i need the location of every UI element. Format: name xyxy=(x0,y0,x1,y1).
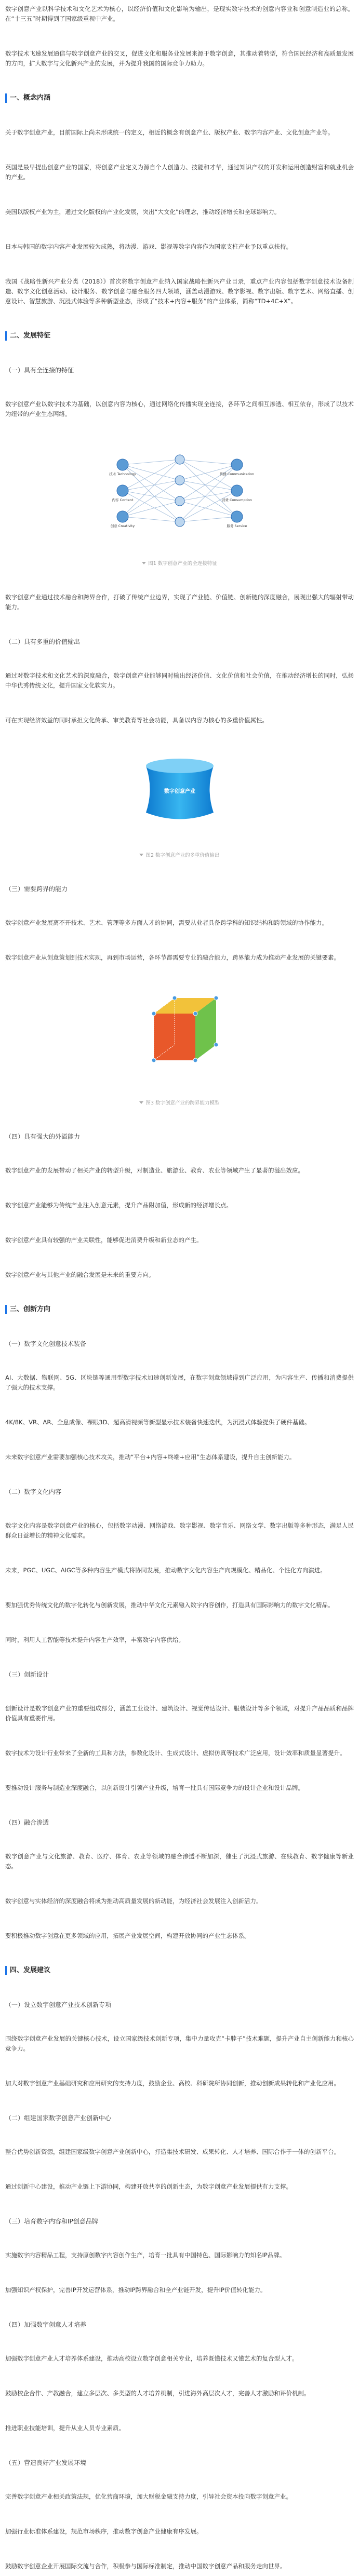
paragraph: 完善数字创意产业相关政策法规，优化营商环境，加大财税金融支持力度，引导社会资本投向数字创意产业。 xyxy=(5,2493,292,2500)
network-node xyxy=(110,511,135,528)
network-node xyxy=(175,476,184,485)
figure xyxy=(5,444,354,536)
paragraph: 实施数字内容精品工程，支持原创数字内容创作生产，培育一批具有中国特色、国际影响力的知名IP品牌。 xyxy=(5,2251,286,2259)
figure-caption-text: 图2 数字创意产业的多重价值输出 xyxy=(145,853,220,858)
paragraph: AI、大数据、物联网、5G、区块链等通用型数字技术加速创新发展，在数字创意领域得到广泛应用，为内容生产、传播和消费提供了强大的技术支撑。 xyxy=(5,1374,354,1391)
paragraph: 数字创意与实体经济的深度融合将成为推动高质量发展的新动能，为经济社会发展注入创新活力。 xyxy=(5,1897,262,1905)
network-node-label: 消费 Consumption xyxy=(221,498,252,502)
network-node xyxy=(175,517,184,527)
cube-vertex xyxy=(214,996,218,1000)
subsection-title: （三）需要跨界的能力 xyxy=(5,885,68,893)
figure-caption xyxy=(5,1099,354,1106)
subsection-title: （一）具有全连接的特征 xyxy=(5,367,74,374)
paragraph: 整合优势创新资源，组建国家级数字创意产业创新中心，打造集技术研发、成果转化、人才培养、国际合作于一体的创新平台。 xyxy=(5,2148,340,2155)
paragraph: 美国以版权产业为主，通过文化版权的产业化发展，突出“大文化”的理念，推动经济增长和全球影响力。 xyxy=(5,208,281,215)
paragraph: 数字创意产业发展离不开技术、艺术、管理等多方面人才的协同，需要从业者具备跨学科的知识结构和跨领域的协作能力。 xyxy=(5,919,328,926)
network-link xyxy=(180,460,237,517)
network-link xyxy=(123,491,180,522)
paragraph: 同时，利用人工智能等技术提升内容生产效率，丰富数字内容供给。 xyxy=(5,1636,184,1643)
subsection-title: （一）设立数字创意产业技术创新专项 xyxy=(5,2001,112,2008)
network-link xyxy=(180,517,237,522)
paragraph: 数字创意产业具有较强的产业关联性，能够促进消费升级和新业态的产生。 xyxy=(5,1236,203,1244)
paragraph: 推进职业技能培训，提升从业人员专业素质。 xyxy=(5,2424,125,2432)
paragraph: 关于数字创意产业，目前国际上尚未形成统一的定义，相近的概念有创意产业、版权产业、数字内容产业、文化创意产业等。 xyxy=(5,129,334,136)
subsection-title: （四）具有强大的外溢能力 xyxy=(5,1133,81,1140)
network-node-label: 创意 Creativity xyxy=(110,524,135,528)
cylinder-label: 数字创意产业 xyxy=(164,789,195,794)
cube-vertex xyxy=(152,1058,156,1062)
paragraph: 创新设计是数字创意产业的重要组成部分，涵盖工业设计、建筑设计、视觉传达设计、服装设计等多个领域，对提升产品品质和品牌价值具有重要作用。 xyxy=(5,1705,354,1722)
paragraph: 未来，PGC、UGC、AIGC等多种内容生产模式将协同发展，推动数字文化内容生产向规模化、精品化、个性化方向演进。 xyxy=(5,1567,326,1574)
paragraph: 数字技术飞速发展通信与数字创意产业的交叉，促进文化和服务业发展来源于数字创意，其推动着转型，符合国民经济和高质量发展的方向，扩大数字与文化新兴产业的发展，并为提升我国的国际竞争力助力。 xyxy=(5,50,354,67)
network-link xyxy=(180,480,237,491)
paragraph: 通过对数字技术和文化艺术的深度融合，数字创意产业能够同时输出经济价值、文化价值和社会价值，在推动经济增长的同时，弘扬中华优秀传统文化，提升国家文化软实力。 xyxy=(5,672,354,689)
subsection-title: （四）加强数字创意人才培养 xyxy=(5,2321,87,2328)
paragraph: 加大对数字创意产业基础研究和应用研究的支持力度，鼓励企业、高校、科研院所协同创新，推动创新成果转化和产业化应用。 xyxy=(5,2080,340,2087)
network-node-label: 内容 Content xyxy=(112,498,133,502)
paragraph: 数字创意产业以科学技术和文化艺术为核心，以经济价值和文化影响为输出，是现实数字技术的创意内容业和创意制造业的总称。在“十三五”时期得到了国家级重视中产业。 xyxy=(5,5,354,22)
subsection-title: （四）融合渗透 xyxy=(5,1819,49,1826)
paragraph: 加强数字创意产业人才培养体系建设，推动高校设立数字创意相关专业，培养既懂技术又懂艺术的复合型人才。 xyxy=(5,2355,298,2362)
network-link xyxy=(180,460,237,465)
caret-down-icon xyxy=(142,562,146,564)
cube-vertex xyxy=(152,1011,156,1016)
network-link xyxy=(123,480,180,491)
paragraph: 加强知识产权保护，完善IP开发运营体系，推动IP跨界融合和全产业链开发，提升IP价值转化能力。 xyxy=(5,2286,267,2294)
network-node xyxy=(221,485,251,502)
figure-caption-text: 图3 数字创意产业的跨界能力模型 xyxy=(145,1100,220,1106)
subsection-title: （三）培育数字内容和IP创意品牌 xyxy=(5,2218,98,2225)
network-link xyxy=(123,460,180,465)
cube-vertex xyxy=(172,996,177,1000)
figure-caption-text: 图1 数字创意产业的全连接特征 xyxy=(148,561,217,567)
network-link xyxy=(180,465,237,501)
paragraph: 数字创意产业与文化旅游、教育、医疗、体育、农业等领域的融合渗透不断加深，催生了沉浸式旅游、在线教育、数字健康等新业态。 xyxy=(5,1853,354,1870)
subsection-title: （二）数字文化内容 xyxy=(5,1488,62,1495)
paragraph: 数字创意产业的发展带动了相关产业的转型升级，对制造业、旅游业、教育、农业等领域产生了显著的溢出效应。 xyxy=(5,1167,304,1174)
section-title: 一、概念内涵 xyxy=(5,93,354,103)
network-link xyxy=(123,465,180,501)
figure-caption xyxy=(5,559,354,567)
section-title: 三、创新方向 xyxy=(5,1305,354,1314)
network-diagram xyxy=(102,444,258,536)
paragraph: 数字创意产业通过技术融合和跨界合作，打破了传统产业边界，实现了产业链、价值链、创新链的深度融合，展现出强大的辐射带动能力。 xyxy=(5,594,354,611)
paragraph: 要积极推动数字创意在更多领域的应用，拓展产业发展空间，构建开放协同的产业生态体系。 xyxy=(5,1932,250,1939)
section-title: 二、发展特征 xyxy=(5,331,354,341)
network-node xyxy=(112,485,133,502)
network-node xyxy=(175,496,184,506)
cylinder-top xyxy=(146,759,214,773)
caret-down-icon xyxy=(139,1101,143,1104)
paragraph: 未来数字创意产业需要加强核心技术攻关，推动“平台+内容+终端+应用”生态体系建设，提升自主创新能力。 xyxy=(5,1453,296,1461)
network-node xyxy=(227,511,247,528)
figure xyxy=(5,750,354,828)
paragraph: 日本与韩国的数字内容产业发展较为成熟，将动漫、游戏、影视等数字内容作为国家支柱产业予以重点扶持。 xyxy=(5,243,292,250)
cube-diagram xyxy=(123,988,237,1076)
subsection-title: （五）营造良好产业发展环境 xyxy=(5,2459,87,2466)
network-link xyxy=(180,501,237,517)
subsection-title: （二）具有多重的价值输出 xyxy=(5,638,81,645)
network-node xyxy=(109,459,136,476)
paragraph: 要加强优秀传统文化的数字化转化与创新发展，推动中华文化元素融入数字内容创作，打造具有国际影响力的数字文化精品。 xyxy=(5,1601,334,1609)
cube-vertex xyxy=(193,1011,197,1016)
subsection-title: （二）组建国家数字创意产业创新中心 xyxy=(5,2114,112,2122)
paragraph: 数字技术为设计行业带来了全新的工具和方法，参数化设计、生成式设计、虚拟仿真等技术广泛应用，设计效率和质量显著提升。 xyxy=(5,1749,346,1757)
cylinder-diagram xyxy=(123,750,237,828)
network-node xyxy=(175,455,184,464)
paragraph: 数字创意产业从创意策划到技术实现，再到市场运营，各环节都需要专业的融合能力，跨界能力成为推动产业发展的关键要素。 xyxy=(5,954,340,961)
paragraph: 围绕数字创意产业发展的关键核心技术，设立国家级技术创新专项，集中力量攻克“卡脖子”技术难题，提升产业自主创新能力和核心竞争力。 xyxy=(5,2035,354,2052)
paragraph: 要推动设计服务与制造业深度融合，以创新设计引领产业升级，培育一批具有国际竞争力的设计企业和设计品牌。 xyxy=(5,1784,304,1791)
network-link xyxy=(123,460,180,517)
paragraph: 鼓励数字创意企业开展国际交流与合作，积极参与国际标准制定，推动中国数字创意产品和服务走向世界。 xyxy=(5,2562,286,2570)
paragraph: 数字创意产业与其他产业的融合发展是未来的重要方向。 xyxy=(5,1271,155,1278)
cube-vertex xyxy=(214,1043,218,1047)
network-link xyxy=(123,517,180,522)
paragraph: 4K/8K、VR、AR、全息成像、裸眼3D、超高清视频等新型显示技术装备快速迭代，为沉浸式体验提供了硬件基础。 xyxy=(5,1419,311,1426)
network-link xyxy=(180,491,237,522)
paragraph: 可在实现经济效益的同时承担文化传承、审美教育等社会功能，具备以内容为核心的多重价值属性。 xyxy=(5,717,268,724)
subsection-title: （三）创新设计 xyxy=(5,1671,49,1678)
paragraph: 数字文化内容是数字创意产业的核心，包括数字动漫、网络游戏、数字影视、数字音乐、网络文学、数字出版等多种形态，满足人民群众日益增长的精神文化需求。 xyxy=(5,1522,354,1539)
paragraph: 数字创意产业能够为传统产业注入创意元素，提升产品附加值，形成新的经济增长点。 xyxy=(5,1202,232,1209)
paragraph: 鼓励校企合作、产教融合，建立多层次、多类型的人才培养机制，引进海外高层次人才，完善人才激励和评价机制。 xyxy=(5,2390,310,2397)
paragraph: 数字创意产业以数字技术为基础，以创意内容为核心，通过网络化传播实现全连接，各环节之间相互渗透、相互依存，形成了以技术为纽带的产业生态网络。 xyxy=(5,400,354,417)
paragraph: 我国《战略性新兴产业分类（2018）》首次将数字创意产业纳入国家战略性新兴产业目录，重点产业内容包括数字创意技术设备制造、数字文化创意活动、设计服务、数字创意与融合服务四大领域，涵盖动漫游戏、数字影视、数字出版、数字艺术、网络直播、创意设计、智慧旅游、沉浸式体验等多种新型业态，形成了“技术+内容+服务”的产业体系，简称“TD+4C+X”。 xyxy=(5,278,354,305)
network-node-label: 技术 Technology xyxy=(109,472,136,476)
caret-down-icon xyxy=(139,854,143,856)
subsection-title: （一）数字文化创意技术装备 xyxy=(5,1340,87,1347)
network-node xyxy=(219,459,254,476)
network-link xyxy=(123,501,180,517)
figure-caption xyxy=(5,851,354,858)
cube-vertex xyxy=(193,1058,197,1062)
figure xyxy=(5,988,354,1076)
network-node-label: 服务 Service xyxy=(226,524,247,528)
paragraph: 通过创新中心建设，推动产业链上下游协同，构建开放共享的创新生态，为数字创意产业发展提供有力支撑。 xyxy=(5,2183,292,2190)
paragraph: 英国是最早提出创意产业的国家，将创意产业定义为源自个人创造力、技能和才华，通过知识产权的开发和运用创造财富和就业机会的产业。 xyxy=(5,164,354,181)
section-title: 四、发展建议 xyxy=(5,1966,354,1975)
paragraph: 加强行业标准体系建设，规范市场秩序，推动数字创意产业健康有序发展。 xyxy=(5,2528,203,2535)
network-node-label: 传播 Communication xyxy=(219,472,254,476)
